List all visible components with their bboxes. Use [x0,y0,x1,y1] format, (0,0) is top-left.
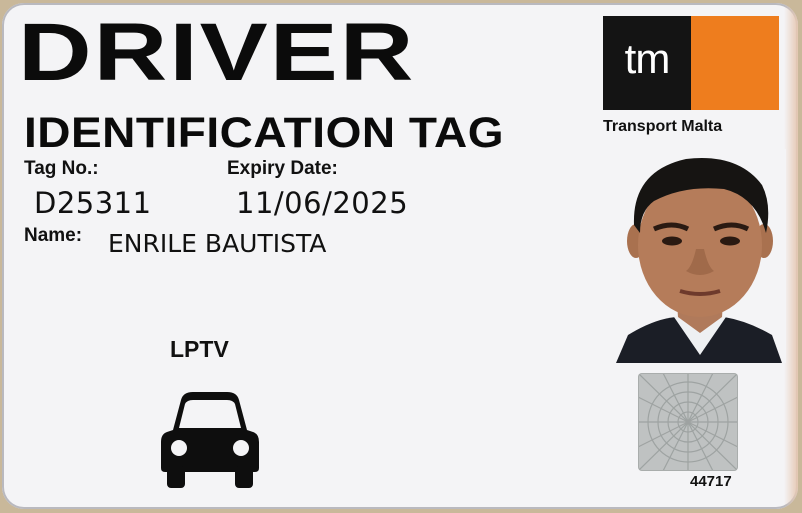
expiry-date-label: Expiry Date: [227,158,338,179]
car-icon [159,390,261,490]
logo-dark-block [603,16,691,110]
card-subtitle: IDENTIFICATION TAG [24,108,505,157]
hologram-serial: 44717 [690,473,732,490]
logo-orange-block [691,16,779,110]
id-card [2,3,798,509]
name-label: Name: [24,225,83,246]
tag-no-value: D25311 [34,186,152,220]
expiry-date-value: 11/06/2025 [236,186,409,220]
holder-photo [614,149,786,363]
organization-name: Transport Malta [603,118,723,135]
name-value: ENRILE BAUTISTA [108,229,327,258]
card-title: DRIVER [18,6,416,98]
card-edge [784,3,798,509]
logo-text: tm [624,35,670,82]
security-hologram [638,373,738,471]
vehicle-category: LPTV [170,336,229,362]
transport-malta-logo [603,16,779,110]
tag-no-label: Tag No.: [24,158,99,179]
